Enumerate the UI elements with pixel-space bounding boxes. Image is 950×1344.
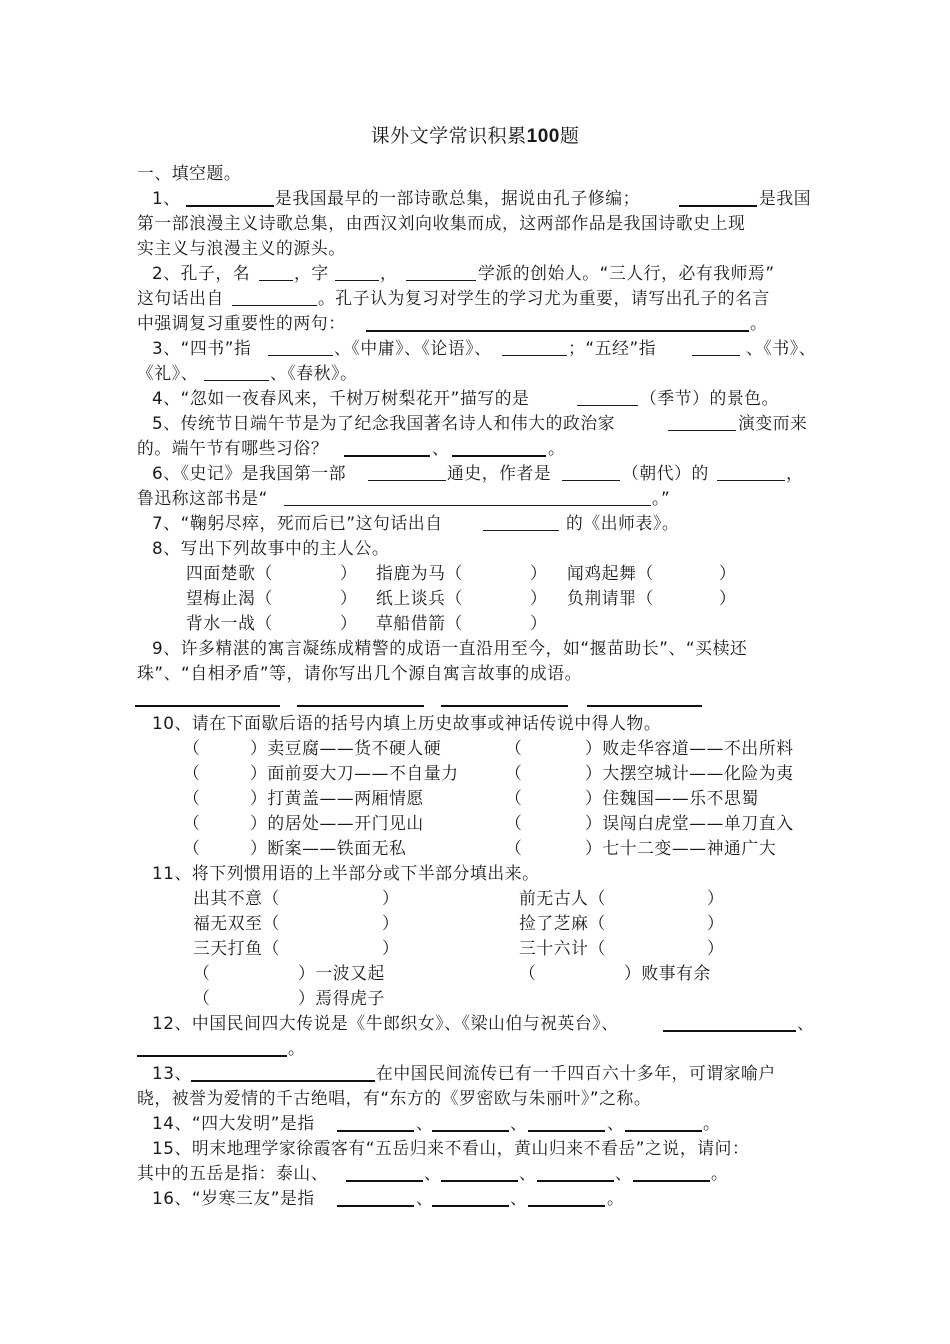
answer-blank[interactable] xyxy=(268,355,333,356)
text-line: ）打黄盖——两厢情愿 xyxy=(250,788,424,808)
text-line: 7、“鞠躬尽瘁，死而后已”这句话出自 xyxy=(152,513,443,533)
text-line: 第一部浪漫主义诗歌总集，由西汉刘向收集而成，这两部作品是我国诗歌史上现 xyxy=(137,213,746,233)
text-line: 、 xyxy=(424,1163,442,1183)
answer-blank[interactable] xyxy=(633,1180,710,1182)
answer-blank[interactable] xyxy=(344,455,430,457)
text-line: ） xyxy=(707,913,725,933)
text-line: 指鹿为马（ xyxy=(376,563,463,583)
text-line: 其中的五岳是指：泰山、 xyxy=(137,1163,329,1183)
text-line: ，字 xyxy=(294,263,329,283)
text-line: 草船借箭（ xyxy=(376,613,463,633)
text-line: 。 xyxy=(288,1038,306,1058)
text-line: 13、 xyxy=(152,1063,192,1083)
text-line: 是我国最早的一部诗歌总集，据说由孔子修编； xyxy=(275,188,641,208)
text-line: （ xyxy=(505,738,523,758)
answer-blank[interactable] xyxy=(577,405,638,406)
answer-blank[interactable] xyxy=(692,355,740,356)
answer-blank[interactable] xyxy=(625,1130,702,1132)
text-line: 、 xyxy=(510,1188,528,1208)
text-line: 福无双至（ xyxy=(193,913,280,933)
title-number: 100 xyxy=(526,126,560,147)
answer-blank[interactable] xyxy=(366,330,749,332)
text-line: ） xyxy=(340,563,358,583)
text-line: 2、孔子，名 xyxy=(152,263,251,283)
answer-blank[interactable] xyxy=(587,705,702,707)
text-line: 、 xyxy=(519,1163,537,1183)
text-line: （ xyxy=(183,738,201,758)
text-line: ）断案——铁面无私 xyxy=(250,838,407,858)
answer-blank[interactable] xyxy=(368,480,446,481)
title-text: 课外文学常识积累 xyxy=(370,125,527,147)
answer-blank[interactable] xyxy=(335,280,379,281)
text-line: ）败事有余 xyxy=(624,963,711,983)
text-line: 4、“忽如一夜春风来，千树万树梨花开”描写的是 xyxy=(152,388,530,408)
answer-blank[interactable] xyxy=(502,355,567,356)
text-line: ） xyxy=(340,613,358,633)
text-line: ）败走华容道——不出所料 xyxy=(585,738,794,758)
text-line: 四面楚歌（ xyxy=(186,563,273,583)
text-line: 望梅止渴（ xyxy=(186,588,273,608)
text-line: 、 xyxy=(416,1188,434,1208)
text-line: 负荆请罪（ xyxy=(567,588,654,608)
text-line: ）大摆空城计——化险为夷 xyxy=(585,763,794,783)
text-line: 实主义与浪漫主义的源头。 xyxy=(137,238,346,258)
text-line: 、《书》、 xyxy=(746,338,817,358)
answer-blank[interactable] xyxy=(679,205,757,207)
title-suffix: 题 xyxy=(559,125,580,147)
text-line: 背水一战（ xyxy=(186,613,273,633)
answer-blank[interactable] xyxy=(562,480,620,481)
answer-blank[interactable] xyxy=(483,530,559,531)
text-line: （ xyxy=(505,763,523,783)
text-line: ）卖豆腐——货不硬人硬 xyxy=(250,738,442,758)
answer-blank[interactable] xyxy=(663,1030,796,1032)
text-line: 通史，作者是 xyxy=(447,463,552,483)
text-line: 1、 xyxy=(152,188,181,208)
answer-blank[interactable] xyxy=(232,305,317,306)
text-line: ） xyxy=(530,588,548,608)
answer-blank[interactable] xyxy=(135,705,280,707)
text-line: ） xyxy=(340,588,358,608)
answer-blank[interactable] xyxy=(204,380,269,381)
text-line: 出其不意（ xyxy=(193,888,280,908)
text-line: （ xyxy=(183,763,201,783)
text-line: （ xyxy=(193,988,211,1008)
text-line: （朝代）的 xyxy=(622,463,709,483)
text-line: ） xyxy=(707,938,725,958)
text-line: 三天打鱼（ xyxy=(193,938,280,958)
text-line: 、《春秋》。 xyxy=(270,363,358,383)
text-line: 晓，被誉为爱情的千古绝唱，有“东方的《罗密欧与朱丽叶》”之称。 xyxy=(137,1088,652,1108)
text-line: 。” xyxy=(652,488,671,508)
answer-blank[interactable] xyxy=(191,1080,375,1082)
text-line: ） xyxy=(707,888,725,908)
answer-blank[interactable] xyxy=(441,1180,518,1182)
answer-blank[interactable] xyxy=(432,1130,509,1132)
answer-blank[interactable] xyxy=(528,1205,605,1207)
text-line: （季节）的景色。 xyxy=(640,388,780,408)
text-line: ， xyxy=(786,463,804,483)
answer-blank[interactable] xyxy=(452,455,546,457)
text-line: 的《出师表》。 xyxy=(566,513,680,533)
text-line: ）一波又起 xyxy=(298,963,385,983)
text-line: 是我国 xyxy=(759,188,812,208)
text-line: 、 xyxy=(416,1113,434,1133)
text-line: （ xyxy=(505,838,523,858)
answer-blank[interactable] xyxy=(337,1205,414,1207)
text-line: ） xyxy=(530,613,548,633)
text-line: ）误闯白虎堂——单刀直入 xyxy=(585,813,794,833)
text-line: 、 xyxy=(432,438,450,458)
text-line: ） xyxy=(382,888,400,908)
text-line: ）住魏国——乐不思蜀 xyxy=(585,788,759,808)
text-line: ） xyxy=(719,588,737,608)
answer-blank[interactable] xyxy=(717,480,785,481)
page-title xyxy=(0,122,950,151)
text-line: 中强调复习重要性的两句： xyxy=(137,313,346,333)
answer-blank[interactable] xyxy=(537,1180,614,1182)
text-line: 这句话出自 xyxy=(137,288,224,308)
text-line: 《礼》、 xyxy=(137,363,199,383)
text-line: 6、《史记》是我国第一部 xyxy=(152,463,347,483)
text-line: ） xyxy=(719,563,737,583)
text-line: 5、传统节日端午节是为了纪念我国著名诗人和伟大的政治家 xyxy=(152,413,616,433)
answer-blank[interactable] xyxy=(259,280,293,281)
answer-blank[interactable] xyxy=(137,1055,287,1057)
text-line: ；“五经”指 xyxy=(568,338,657,358)
text-line: 3、“四书”指 xyxy=(152,338,252,358)
text-line: 、 xyxy=(607,1113,625,1133)
text-line: 。 xyxy=(607,1188,625,1208)
answer-blank[interactable] xyxy=(284,505,651,506)
answer-blank[interactable] xyxy=(297,705,424,707)
text-line: （ xyxy=(505,788,523,808)
text-line: 10、请在下面歇后语的括号内填上历史故事或神话传说中得人物。 xyxy=(152,713,662,733)
text-line: ）焉得虎子 xyxy=(298,988,385,1008)
text-line: 。 xyxy=(711,1163,729,1183)
text-line: 8、写出下列故事中的主人公。 xyxy=(152,538,390,558)
text-line: 在中国民间流传已有一千四百六十多年，可谓家喻户 xyxy=(376,1063,776,1083)
answer-blank[interactable] xyxy=(346,1180,423,1182)
text-line: 学派的创始人。“三人行，必有我师焉” xyxy=(478,263,775,283)
text-line: 16、“岁寒三友”是指 xyxy=(152,1188,315,1208)
text-line: ） xyxy=(382,913,400,933)
text-line: 鲁迅称这部书是“ xyxy=(137,488,268,508)
answer-blank[interactable] xyxy=(406,280,476,281)
answer-blank[interactable] xyxy=(441,705,568,707)
text-line: 15、明末地理学家徐霞客有“五岳归来不看山，黄山归来不看岳”之说，请问： xyxy=(152,1138,750,1158)
text-line: 。 xyxy=(703,1113,721,1133)
answer-blank[interactable] xyxy=(337,1130,414,1132)
text-line: ）面前耍大刀——不自量力 xyxy=(250,763,459,783)
text-line: 9、许多精湛的寓言凝练成精警的成语一直沿用至今，如“揠苗助长”、“买椟还 xyxy=(152,638,748,658)
text-line: 。孔子认为复习对学生的学习尤为重要，请写出孔子的名言 xyxy=(318,288,770,308)
text-line: 三十六计（ xyxy=(519,938,606,958)
text-line: 14、“四大发明”是指 xyxy=(152,1113,315,1133)
text-line: ）的居处——开门见山 xyxy=(250,813,424,833)
text-line: 、《中庸》、《论语》、 xyxy=(334,338,492,358)
text-line: 闻鸡起舞（ xyxy=(567,563,654,583)
text-line: 前无古人（ xyxy=(519,888,606,908)
text-line: （ xyxy=(519,963,537,983)
text-line: 。 xyxy=(548,438,566,458)
text-line: 11、将下列惯用语的上半部分或下半部分填出来。 xyxy=(152,863,540,883)
answer-blank[interactable] xyxy=(186,205,274,207)
text-line: 、 xyxy=(510,1113,528,1133)
text-line: ） xyxy=(382,938,400,958)
text-line: 、 xyxy=(615,1163,633,1183)
text-line: （ xyxy=(183,838,201,858)
text-line: 演变而来 xyxy=(738,413,808,433)
text-line: （ xyxy=(183,788,201,808)
answer-blank[interactable] xyxy=(668,430,736,431)
text-line: 12、中国民间四大传说是《牛郎织女》、《梁山伯与祝英台》、 xyxy=(152,1013,619,1033)
text-line: 捡了芝麻（ xyxy=(519,913,606,933)
text-line: （ xyxy=(183,813,201,833)
answer-blank[interactable] xyxy=(528,1130,605,1132)
text-line: ）七十二变——神通广大 xyxy=(585,838,777,858)
answer-blank[interactable] xyxy=(432,1205,509,1207)
text-line: （ xyxy=(505,813,523,833)
text-line: ） xyxy=(530,563,548,583)
text-line: 纸上谈兵（ xyxy=(376,588,463,608)
text-line: 珠”、“自相矛盾”等，请你写出几个源自寓言故事的成语。 xyxy=(137,663,583,683)
text-line: （ xyxy=(193,963,211,983)
text-line: ， xyxy=(380,263,398,283)
text-line: 的。端午节有哪些习俗？ xyxy=(137,438,329,458)
text-line: 。 xyxy=(750,313,768,333)
section-heading: 一、填空题。 xyxy=(137,163,242,183)
text-line: 、 xyxy=(797,1013,815,1033)
